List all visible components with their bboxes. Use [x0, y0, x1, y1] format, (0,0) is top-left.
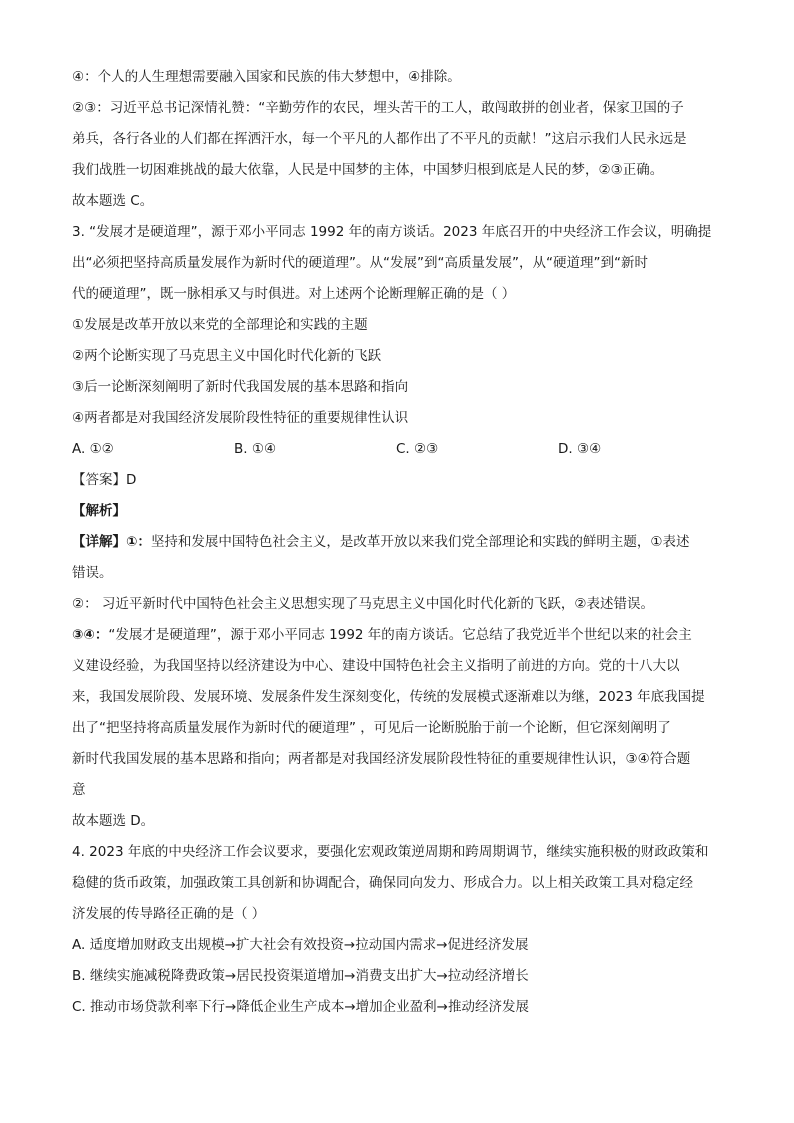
statement-item: ①发展是改革开放以来党的全部理论和实践的主题: [72, 317, 368, 333]
statement-item: ③后一论断深刻阐明了新时代我国发展的基本思路和指向: [72, 379, 409, 395]
text-line: ②： 习近平新时代中国特色社会主义思想实现了马克思主义中国化时代化新的飞跃，②表述错误。: [72, 596, 654, 612]
option-a: A. ①②: [72, 441, 114, 457]
statement-item: ②两个论断实现了马克思主义中国化时代化新的飞跃: [72, 348, 382, 364]
text-line: 新时代我国发展的基本思路和指向；两者都是对我国经济发展阶段性特征的重要规律性认识，③④符合题: [72, 751, 691, 767]
statement-item: ④两者都是对我国经济发展阶段性特征的重要规律性认识: [72, 410, 409, 426]
answer-conclusion: 故本题选 D。: [72, 813, 155, 829]
question-4-stem: 济发展的传导路径正确的是（ ）: [72, 906, 266, 922]
option-a: A. 适度增加财政支出规模→扩大社会有效投资→拉动国内需求→促进经济发展: [72, 937, 529, 953]
option-c: C. ②③: [396, 441, 439, 457]
question-3-stem: 出“必须把坚持高质量发展作为新时代的硬道理”。从“发展”到“高质量发展”，从“硬道理”到“新时: [72, 255, 648, 271]
text-line: ④：个人的人生理想需要融入国家和民族的伟大梦想中，④排除。: [72, 69, 461, 85]
text-line: ②③：习近平总书记深情礼赞：“辛勤劳作的农民，埋头苦干的工人，敢闯敢拼的创业者，保家卫国的子: [72, 100, 684, 116]
option-c: C. 推动市场贷款利率下行→降低企业生产成本→增加企业盈利→推动经济发展: [72, 999, 529, 1015]
text-line: 我们战胜一切困难挑战的最大依靠，人民是中国梦的主体，中国梦归根到底是人民的梦，②③正确。: [72, 162, 664, 178]
detail-text: 坚持和发展中国特色社会主义，是改革开放以来我们党全部理论和实践的鲜明主题，①表述: [150, 534, 690, 550]
answer-conclusion: 故本题选 C。: [72, 193, 154, 209]
question-3-stem: 代的硬道理”，既一脉相承又与时俱进。对上述两个论断理解正确的是（ ）: [72, 286, 516, 302]
option-b: B. 继续实施减税降费政策→居民投资渠道增加→消费支出扩大→拉动经济增长: [72, 968, 529, 984]
question-3-stem: 3. “发展才是硬道理”，源于邓小平同志 1992 年的南方谈话。2023 年底召开的中央经济工作会议，明确提: [72, 224, 712, 240]
answer-line: 【答案】D: [72, 472, 137, 488]
detail-line: [72, 620, 722, 651]
answer-options: [72, 434, 722, 465]
detail-line: [72, 527, 722, 558]
text-line: 弟兵，各行各业的人们都在挥洒汗水，每一个平凡的人都作出了不平凡的贡献！”这启示我们人民永远是: [72, 131, 687, 147]
text-line: 错误。: [72, 565, 113, 581]
detail-text: “发展才是硬道理”，源于邓小平同志 1992 年的南方谈话。它总结了我党近半个世纪以来的社会主: [108, 627, 692, 643]
text-line: 来，我国发展阶段、发展环境、发展条件发生深刻变化，传统的发展模式逐渐难以为继，2023 年底我国提: [72, 689, 705, 705]
option-d: D. ③④: [558, 441, 602, 457]
text-line: 意: [72, 782, 86, 798]
option-b: B. ①④: [234, 441, 277, 457]
document-page: [72, 62, 722, 1023]
detail-label: ③④：: [72, 627, 109, 643]
question-4-stem: 稳健的货币政策，加强政策工具创新和协调配合，确保同向发力、形成合力。以上相关政策工具对稳定经: [72, 875, 693, 891]
question-4-stem: 4. 2023 年底的中央经济工作会议要求，要强化宏观政策逆周期和跨周期调节，继续实施积极的财政政策和: [72, 844, 709, 860]
detail-label: 【详解】①：: [72, 534, 151, 550]
text-line: 义建设经验，为我国坚持以经济建设为中心、建设中国特色社会主义指明了前进的方向。党的十八大以: [72, 658, 680, 674]
text-line: 出了“把坚持将高质量发展作为新时代的硬道理” ，可见后一论断脱胎于前一个论断，但它深刻阐明了: [72, 720, 671, 736]
analysis-heading: 【解析】: [72, 503, 126, 519]
